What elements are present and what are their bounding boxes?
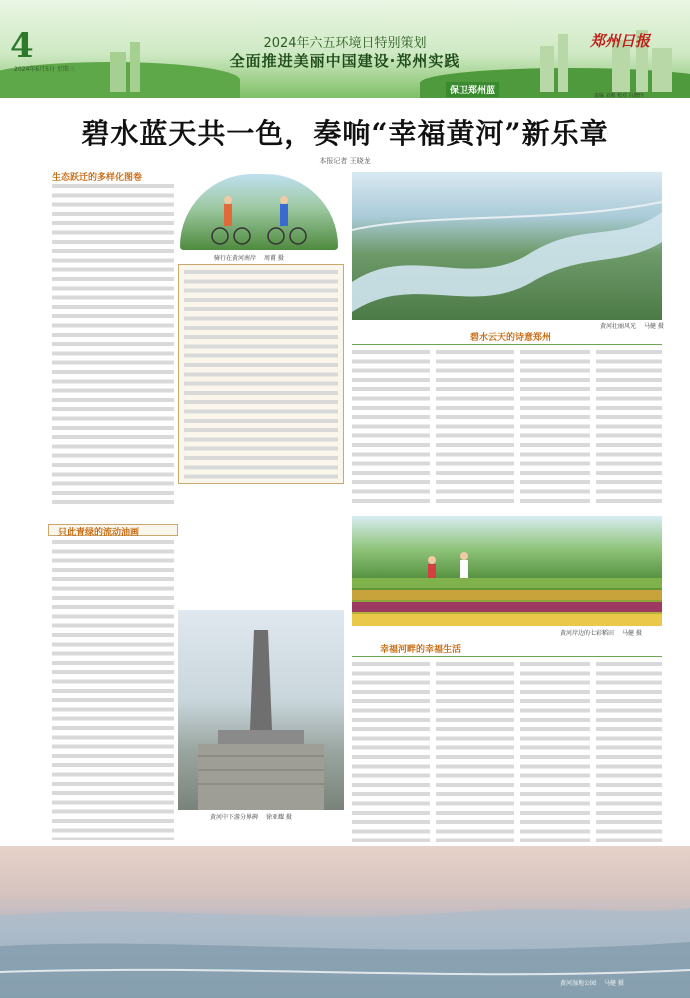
caption-bottom (560, 978, 624, 987)
section-tag: 保卫郑州蓝 (446, 82, 499, 97)
photo-farm-rice (352, 516, 662, 626)
building-decoration (558, 34, 568, 92)
article-column-3b (436, 350, 514, 508)
caption-credit: 马健 摄 (603, 980, 624, 987)
article-column-4d (596, 662, 662, 842)
caption-credit: 马健 摄 (643, 323, 664, 330)
building-decoration (130, 42, 140, 92)
section-divider (352, 656, 662, 657)
byline: 本报记者 王晓龙 (319, 157, 371, 165)
section-divider (352, 344, 662, 345)
building-decoration (540, 46, 554, 92)
article-column-4c (520, 662, 590, 842)
monument-illustration (178, 610, 344, 810)
caption-text: 黄河中下游分界碑 (210, 814, 259, 821)
page-number: 4 (10, 26, 34, 66)
newspaper-logo: 郑州日报 (590, 32, 651, 50)
page-headline: 碧水蓝天共一色，奏响“幸福黄河”新乐章 (81, 117, 609, 150)
caption-cyclists (214, 253, 284, 262)
caption-farm (560, 628, 642, 637)
article-column-3d (596, 350, 662, 508)
caption-text: 骑行在黄河南岸 (214, 255, 257, 262)
article-column-1a (52, 184, 174, 506)
photo-river-aerial (352, 172, 662, 320)
farm-illustration (352, 516, 662, 626)
editors-credit: 责编 刘莉 校对 冯晓玲 (594, 93, 644, 99)
section-heading-2: 只此青绿的流动油画 (58, 528, 140, 538)
caption-text: 黄河湿地公园 (560, 980, 597, 987)
photo-monument (178, 610, 344, 810)
kicker: 2024年六五环境日特别策划 (263, 36, 427, 51)
photo-bottom-panorama (0, 846, 690, 998)
photo-cyclists (180, 174, 338, 250)
caption-river-aerial (600, 321, 664, 330)
caption-monument (210, 812, 292, 821)
cyclists-illustration (180, 174, 338, 250)
article-column-3c (520, 350, 590, 508)
article-column-2a (184, 270, 338, 480)
section-heading-1: 生态跃迁的多样化图卷 (52, 173, 143, 183)
page-date: 2024年6月5日 星期三 (14, 66, 75, 73)
caption-credit: 马健 摄 (621, 630, 642, 637)
article-column-4b (436, 662, 514, 842)
article-column-4a (352, 662, 430, 842)
section-subtitle: 全面推进美丽中国建设·郑州实践 (229, 52, 461, 70)
building-decoration (652, 48, 672, 92)
article-column-3a (352, 350, 430, 508)
caption-text: 黄河岸边的七彩稻田 (560, 630, 615, 637)
building-decoration (110, 52, 126, 92)
section-heading-4: 幸福河畔的幸福生活 (380, 645, 462, 655)
article-column-1b (52, 540, 174, 840)
section-heading-3: 碧水云天的诗意郑州 (470, 333, 552, 343)
caption-credit: 徐亚耀 摄 (265, 814, 292, 821)
river-illustration (352, 172, 662, 320)
panorama-illustration (0, 846, 690, 998)
caption-credit: 周甫 摄 (263, 255, 284, 262)
caption-text: 黄河壮丽风光 (600, 323, 637, 330)
